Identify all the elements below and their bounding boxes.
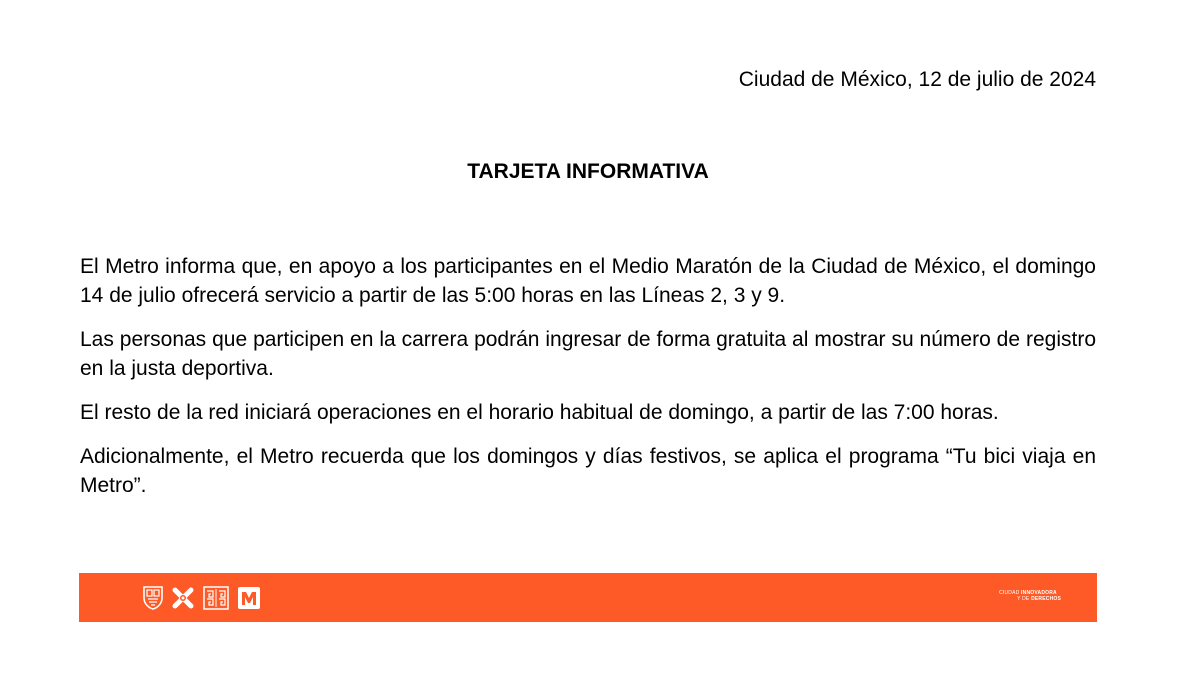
footer-banner — [79, 573, 1097, 622]
footer-logos — [143, 585, 261, 611]
metro-m-logo-icon — [237, 586, 261, 610]
aztec-pattern-logo-icon — [203, 586, 229, 610]
date-line: Ciudad de México, 12 de julio de 2024 — [738, 68, 1096, 91]
cdmx-flower-logo-icon — [171, 586, 195, 610]
paragraph: El Metro informa que, en apoyo a los participantes en el Medio Maratón de la Ciudad de México, el domingo 14 de julio ofrecerá servicio a partir de las 5:00 horas en las Líneas 2, 3 y 9. — [80, 255, 1096, 307]
cdmx-shield-icon — [143, 586, 163, 610]
document-title: TARJETA INFORMATIVA — [467, 160, 709, 183]
document-body — [80, 252, 1096, 515]
footer-slogan: CIUDAD INNOVADORA Y DE DERECHOS — [999, 590, 1061, 602]
paragraph: El resto de la red iniciará operaciones en el horario habitual de domingo, a partir de las 7:00 horas. — [80, 401, 999, 424]
paragraph: Adicionalmente, el Metro recuerda que los domingos y días festivos, se aplica el programa “Tu bici viaja en Metro”. — [80, 445, 1096, 497]
paragraph: Las personas que participen en la carrera podrán ingresar de forma gratuita al mostrar su número de registro en la justa deportiva. — [80, 328, 1096, 380]
